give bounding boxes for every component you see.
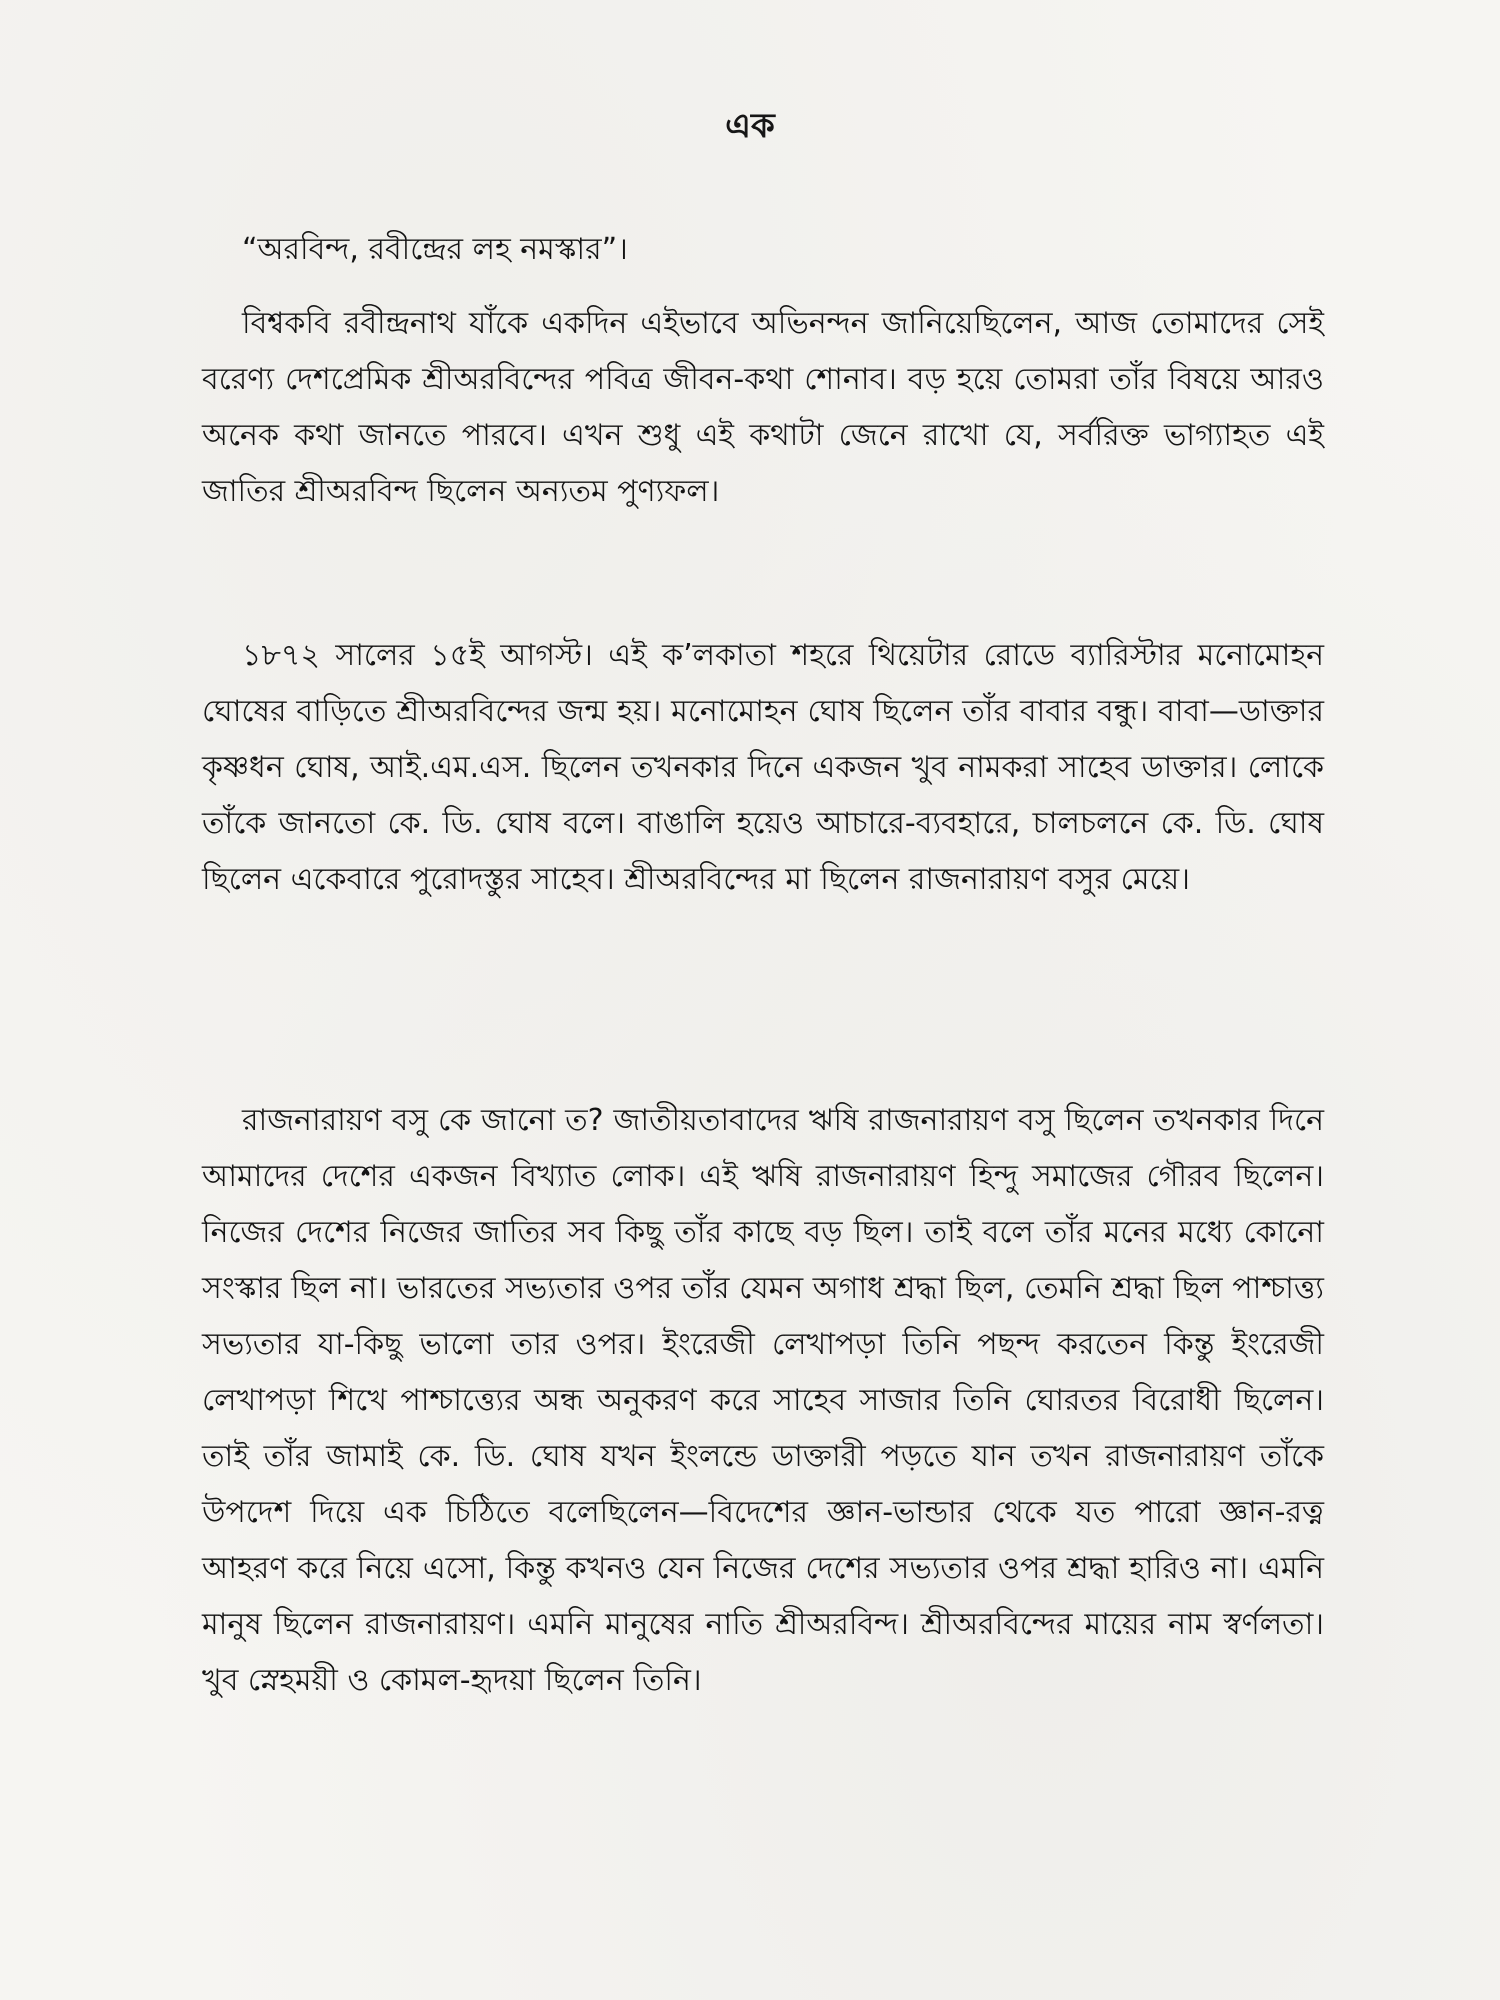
chapter-title: এক	[725, 106, 775, 146]
opening-quote: “অরবিন্দ, রবীন্দ্রের লহ নমস্কার”।	[242, 232, 628, 267]
paragraph-rajnarayan: রাজনারায়ণ বসু কে জানো ত? জাতীয়তাবাদের ঋষি রাজনারায়ণ বসু ছিলেন তখনকার দিনে আমাদের দেশের একজন বিখ্যাত লোক। এই ঋষি রাজনারায়ণ হিন্দু সমাজের গৌরব ছিলেন। নিজের দেশের নিজের জাতির সব কিছু তাঁর কাছে বড় ছিল। তাই বলে তাঁর মনের মধ্যে কোনো সংস্কার ছিল না। ভারতের সভ্যতার ওপর তাঁর যেমন অগাধ শ্রদ্ধা ছিল, তেমনি শ্রদ্ধা ছিল পাশ্চাত্ত্য সভ্যতার যা-কিছু ভালো তার ওপর। ইংরেজী লেখাপড়া তিনি পছন্দ করতেন কিন্তু ইংরেজী লেখাপড়া শিখে পাশ্চাত্ত্যের অন্ধ অনুকরণ করে সাহেব সাজার তিনি ঘোরতর বিরোধী ছিলেন। তাই তাঁর জামাই কে. ডি. ঘোষ যখন ইংলন্ডে ডাক্তারী পড়তে যান তখন রাজনারায়ণ তাঁকে উপদেশ দিয়ে এক চিঠিতে বলেছিলেন—বিদেশের জ্ঞান-ভান্ডার থেকে যত পারো জ্ঞান-রত্ন আহরণ করে নিয়ে এসো, কিন্তু কখনও যেন নিজের দেশের সভ্যতার ওপর শ্রদ্ধা হারিও না। এমনি মানুষ ছিলেন রাজনারায়ণ। এমনি মানুষের নাতি শ্রীঅরবিন্দ। শ্রীঅরবিন্দের মায়ের নাম স্বর্ণলতা। খুব স্নেহময়ী ও কোমল-হৃদয়া ছিলেন তিনি।	[202, 1103, 1324, 1698]
paragraph-intro: বিশ্বকবি রবীন্দ্রনাথ যাঁকে একদিন এইভাবে অভিনন্দন জানিয়েছিলেন, আজ তোমাদের সেই বরেণ্য দেশপ্রেমিক শ্রীঅরবিন্দের পবিত্র জীবন-কথা শোনাব। বড় হয়ে তোমরা তাঁর বিষয়ে আরও অনেক কথা জানতে পারবে। এখন শুধু এই কথাটা জেনে রাখো যে, সর্বরিক্ত ভাগ্যাহত এই জাতির শ্রীঅরবিন্দ ছিলেন অন্যতম পুণ্যফল।	[202, 306, 1324, 509]
paragraph-birth: ১৮৭২ সালের ১৫ই আগস্ট। এই ক’লকাতা শহরে থিয়েটার রোডে ব্যারিস্টার মনোমোহন ঘোষের বাড়িতে শ্রীঅরবিন্দের জন্ম হয়। মনোমোহন ঘোষ ছিলেন তাঁর বাবার বন্ধু। বাবা—ডাক্তার কৃষ্ণধন ঘোষ, আই.এম.এস. ছিলেন তখনকার দিনে একজন খুব নামকরা সাহেব ডাক্তার। লোকে তাঁকে জানতো কে. ডি. ঘোষ বলে। বাঙালি হয়েও আচারে-ব্যবহারে, চালচলনে কে. ডি. ঘোষ ছিলেন একেবারে পুরোদস্তুর সাহেব। শ্রীঅরবিন্দের মা ছিলেন রাজনারায়ণ বসুর মেয়ে।	[202, 638, 1324, 897]
